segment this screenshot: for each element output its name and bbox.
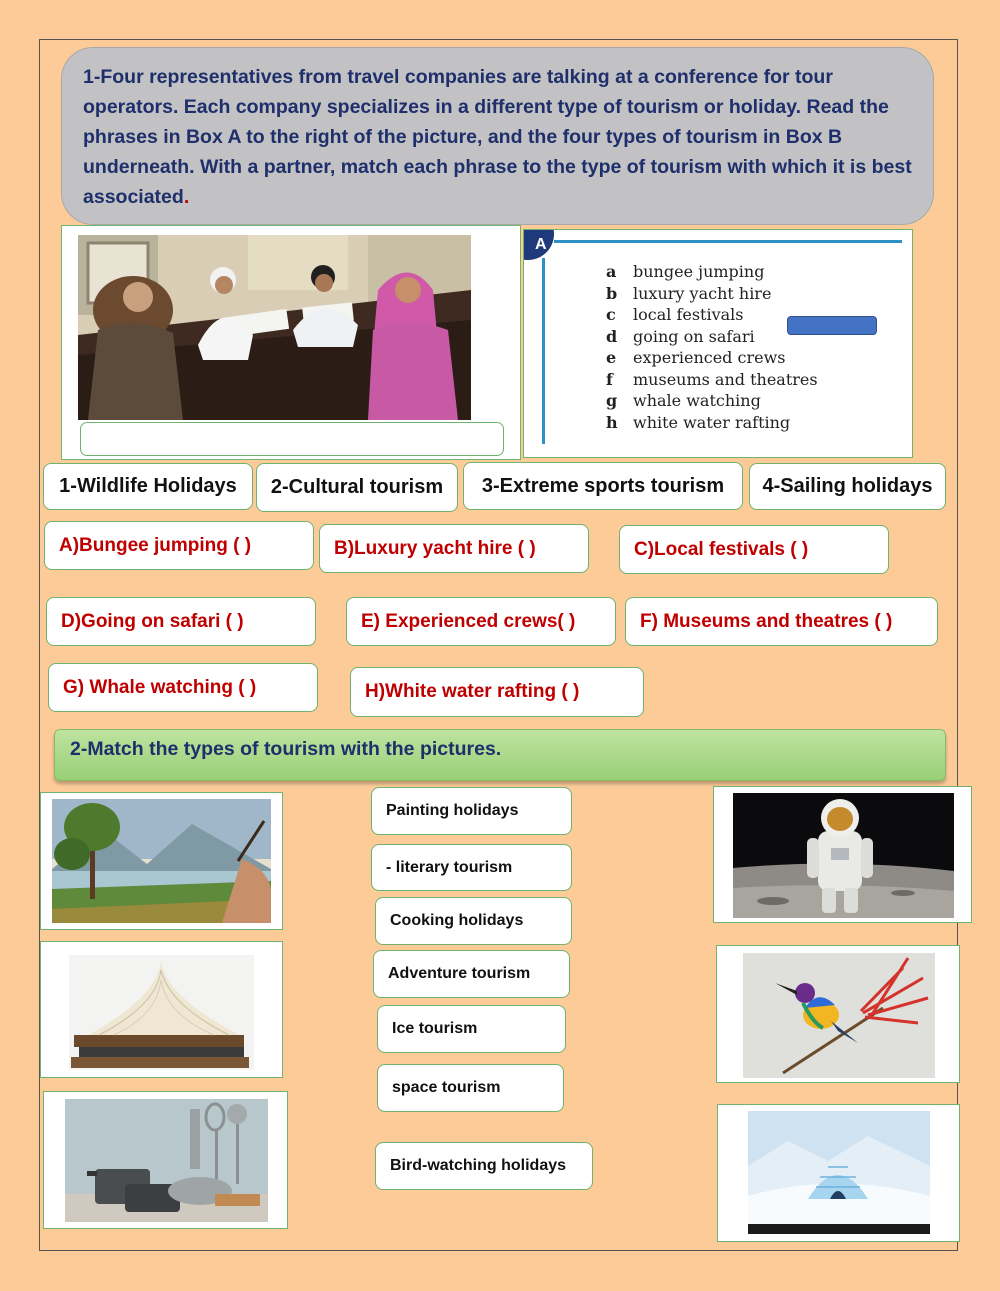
option-adventure-tourism[interactable]: Adventure tourism — [373, 950, 570, 998]
painting-picture-frame[interactable] — [40, 792, 283, 930]
box-a-item: c local festivals — [606, 305, 744, 324]
answer-box-g[interactable]: G) Whale watching ( ) — [48, 663, 318, 712]
answer-box-f[interactable]: F) Museums and theatres ( ) — [625, 597, 938, 646]
cooking-picture-frame[interactable] — [43, 1091, 288, 1229]
ice-picture — [748, 1111, 930, 1234]
caption-input[interactable] — [80, 422, 504, 456]
answer-drop-field[interactable] — [787, 316, 877, 335]
box-a-side-rule — [542, 258, 545, 444]
answer-box-e[interactable]: E) Experienced crews( ) — [346, 597, 616, 646]
tourism-type-cultural[interactable]: 2-Cultural tourism — [256, 463, 458, 512]
answer-box-b[interactable]: B)Luxury yacht hire ( ) — [319, 524, 589, 573]
box-a-item: f museums and theatres — [606, 369, 818, 389]
box-a-list — [606, 261, 818, 433]
box-a-item: e experienced crews — [606, 348, 786, 367]
option-bird-watching-holidays[interactable]: Bird-watching holidays — [375, 1142, 593, 1190]
box-a-label: A — [535, 236, 547, 253]
exercise1-instructions: 1-Four representatives from travel companies are talking at a conference for tour operators. Each company specializes in a different type of tourism or holiday. Read the phrases in Box A to the right of the picture, and the four types of tourism in Box B underneath. With a partner, match each phrase to the type of tourism with which it is best associated. — [61, 47, 934, 225]
box-a-item: a bungee jumping — [606, 262, 765, 281]
tourism-type-wildlife[interactable]: 1-Wildlife Holidays — [43, 463, 253, 510]
books-picture — [69, 955, 254, 1070]
books-picture-frame[interactable] — [40, 941, 283, 1078]
bird-picture-frame[interactable] — [716, 945, 960, 1083]
answer-box-a[interactable]: A)Bungee jumping ( ) — [44, 521, 314, 570]
option-ice-tourism[interactable]: Ice tourism — [377, 1005, 566, 1053]
ice-picture-frame[interactable] — [717, 1104, 960, 1242]
box-a — [523, 229, 913, 458]
box-a-top-rule — [554, 240, 902, 243]
tourism-type-extreme-sports[interactable]: 3-Extreme sports tourism — [463, 462, 743, 510]
meeting-photo-box — [61, 225, 521, 460]
answer-box-d[interactable]: D)Going on safari ( ) — [46, 597, 316, 646]
bird-picture — [743, 953, 935, 1078]
exercise2-title: 2-Match the types of tourism with the pictures. — [54, 729, 946, 781]
space-picture — [733, 793, 954, 918]
option-literary-tourism[interactable]: - literary tourism — [371, 844, 572, 891]
option-painting-holidays[interactable]: Painting holidays — [371, 787, 572, 835]
option-space-tourism[interactable]: space tourism — [377, 1064, 564, 1112]
box-a-item: g whale watching — [606, 391, 761, 410]
box-a-item: b luxury yacht hire — [606, 283, 772, 303]
option-cooking-holidays[interactable]: Cooking holidays — [375, 897, 572, 945]
painting-picture — [52, 799, 271, 923]
answer-box-c[interactable]: C)Local festivals ( ) — [619, 525, 889, 574]
box-a-item: h white water rafting — [606, 412, 791, 432]
space-picture-frame[interactable] — [713, 786, 972, 923]
box-a-item: d going on safari — [606, 326, 755, 346]
answer-box-h[interactable]: H)White water rafting ( ) — [350, 667, 644, 717]
meeting-photo — [78, 235, 471, 420]
cooking-picture — [65, 1099, 268, 1222]
tourism-type-sailing[interactable]: 4-Sailing holidays — [749, 463, 946, 510]
